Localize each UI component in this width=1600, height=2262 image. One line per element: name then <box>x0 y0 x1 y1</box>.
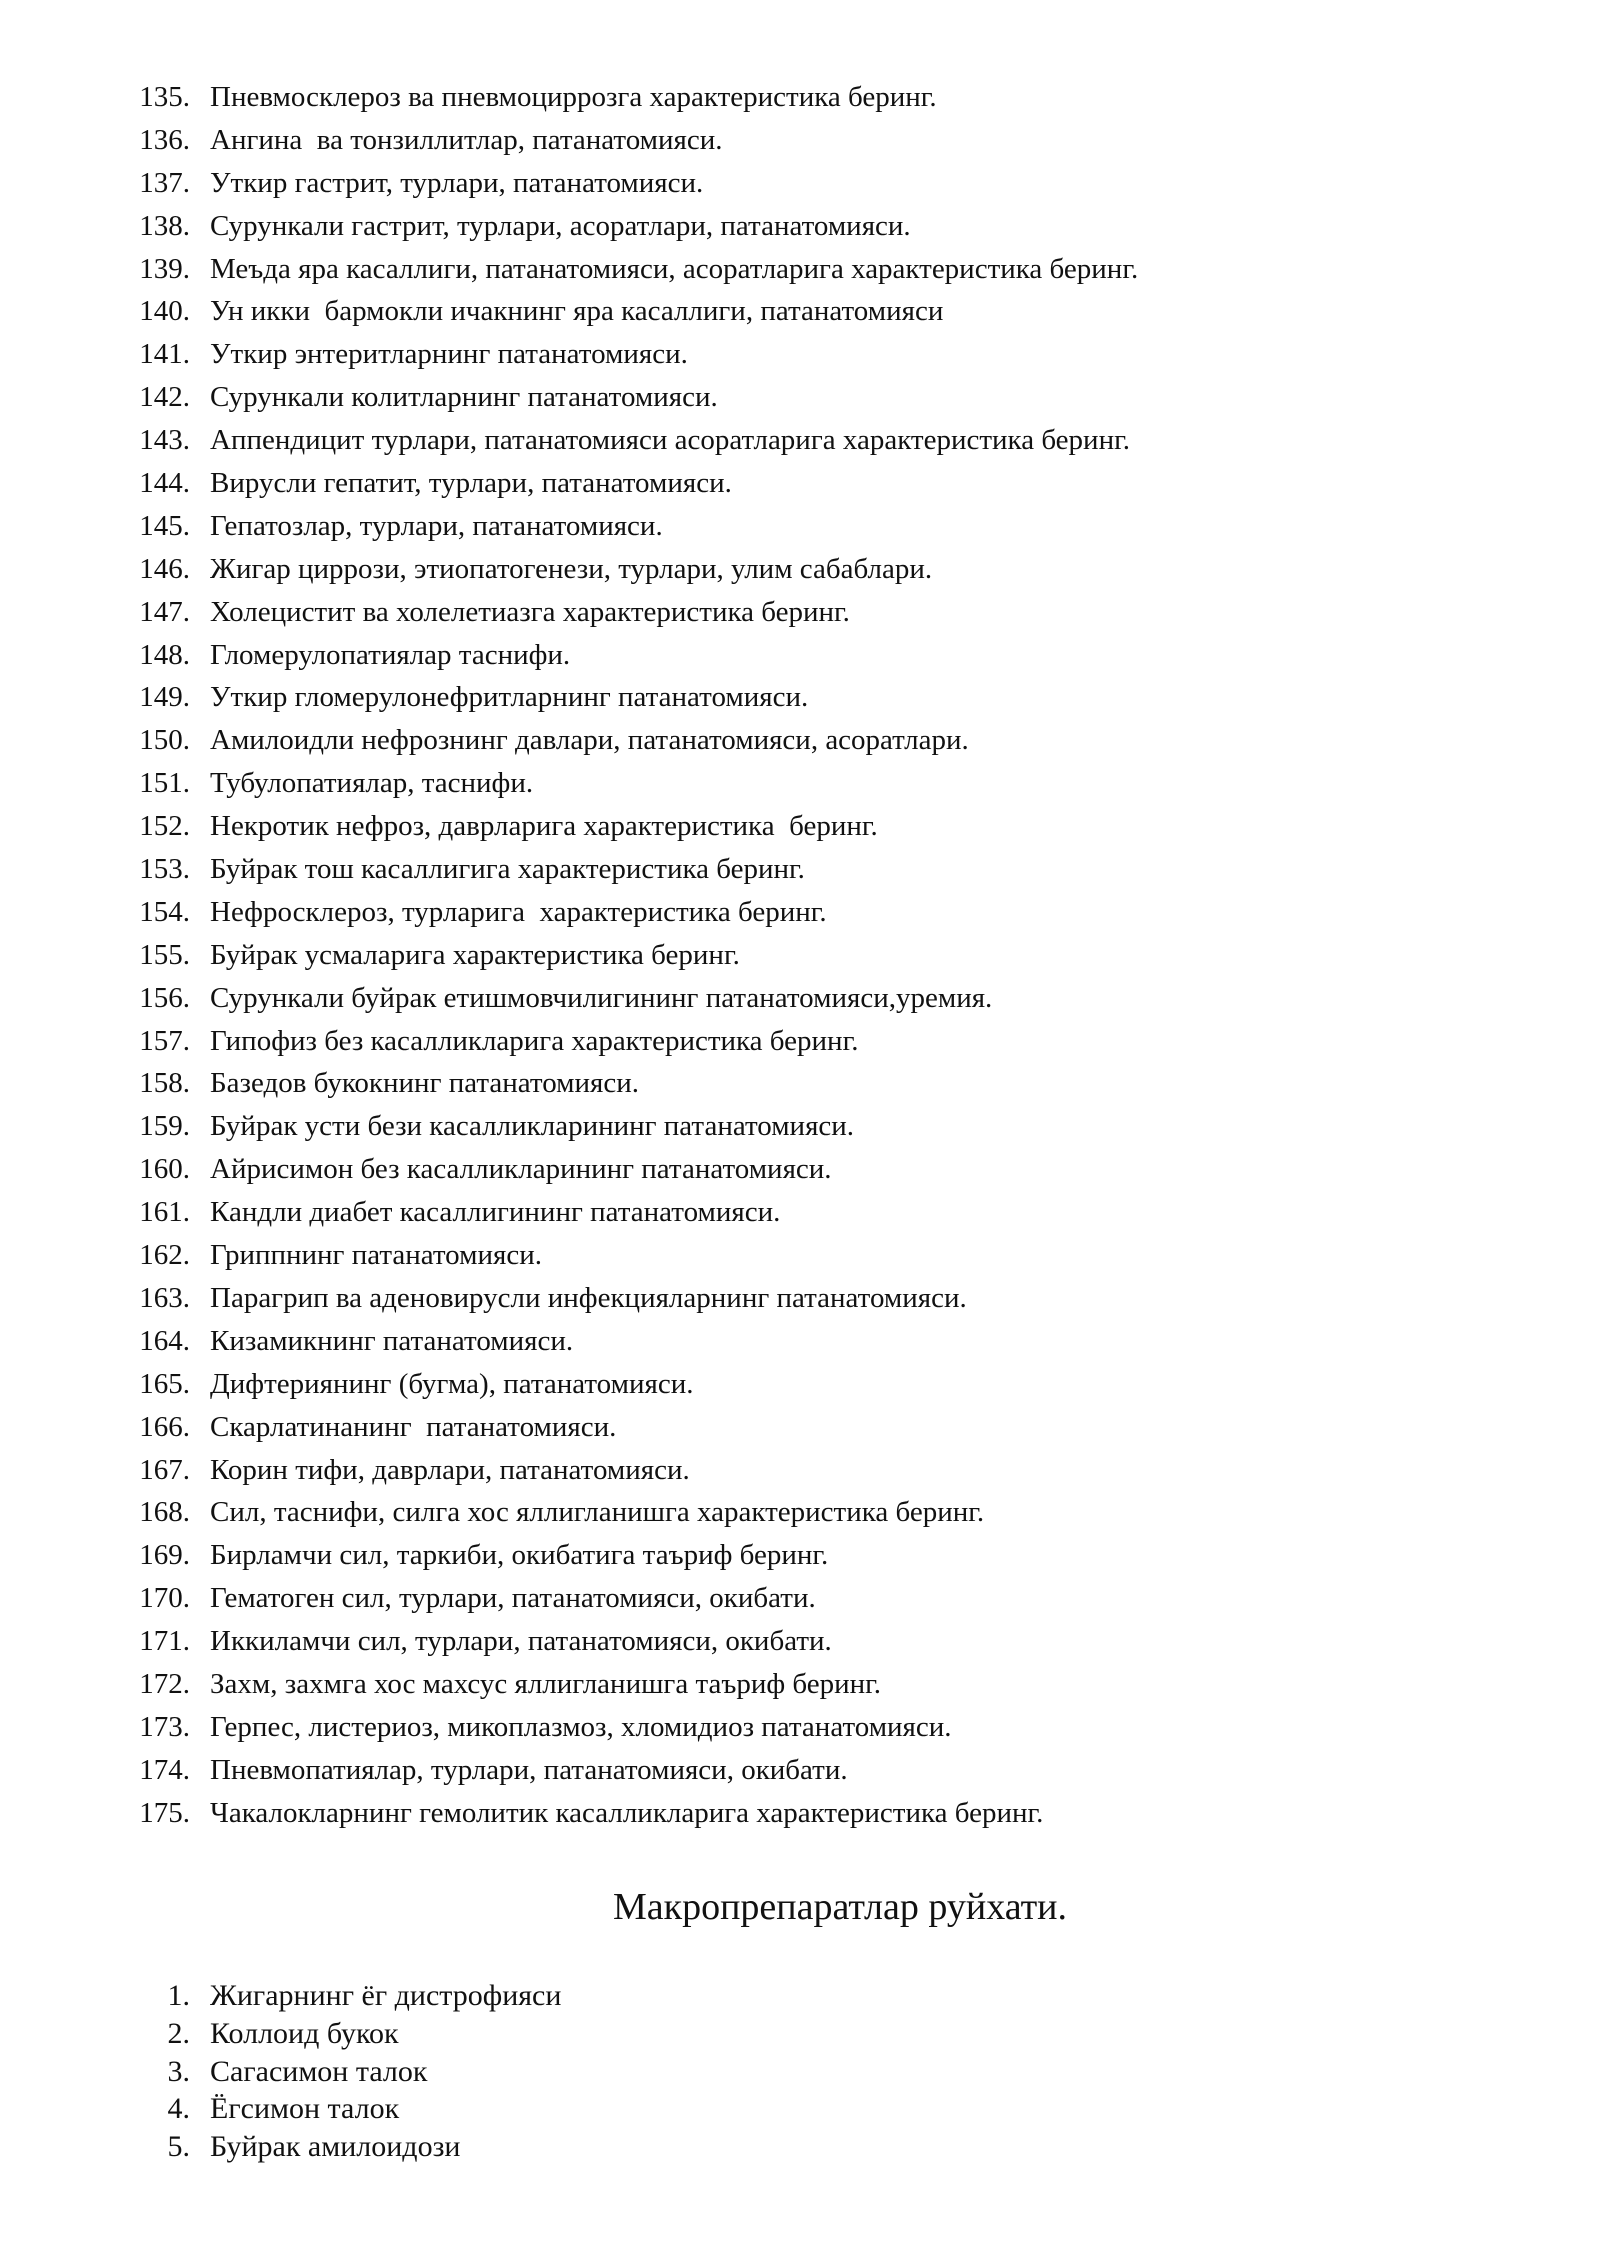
question-item <box>128 1706 1508 1749</box>
question-number: 164. <box>139 1324 190 1357</box>
question-number: 160. <box>139 1153 190 1186</box>
question-text: Гематоген сил, турлари, патанатомияси, окибати. <box>210 1582 816 1615</box>
question-number: 175. <box>139 1796 190 1829</box>
question-number: 144. <box>139 467 190 500</box>
macropreparation-item <box>128 2015 1328 2053</box>
question-number: 145. <box>139 509 190 542</box>
question-text: Кизамикнинг патанатомияси. <box>210 1324 574 1357</box>
question-item <box>128 548 1508 591</box>
question-text: Тубулопатиялар, таснифи. <box>210 767 534 800</box>
question-item <box>128 1792 1508 1835</box>
question-item <box>128 290 1508 333</box>
question-text: Буйрак усти бези касалликларининг патанатомияси. <box>210 1110 855 1143</box>
question-text: Скарлатинанинг патанатомияси. <box>210 1410 617 1443</box>
question-item <box>128 462 1508 505</box>
question-number: 170. <box>139 1582 190 1615</box>
question-item <box>128 1062 1508 1105</box>
question-item <box>128 505 1508 548</box>
macropreparation-number: 2. <box>167 2016 190 2050</box>
question-text: Захм, захмга хос махсус яллигланишга таъриф беринг. <box>210 1667 882 1700</box>
macropreparation-number: 3. <box>167 2054 190 2088</box>
question-number: 161. <box>139 1196 190 1229</box>
question-item <box>128 805 1508 848</box>
question-number: 143. <box>139 424 190 457</box>
question-text: Дифтериянинг (бугма), патанатомияси. <box>210 1367 694 1400</box>
question-text: Ун икки бармокли ичакнинг яра касаллиги, патанатомияси <box>210 295 944 328</box>
question-item <box>128 591 1508 634</box>
macropreparation-text: Ёгсимон талок <box>210 2092 400 2126</box>
question-text: Бирламчи сил, таркиби, окибатига таъриф беринг. <box>210 1539 829 1572</box>
question-number: 142. <box>139 381 190 414</box>
question-item <box>128 977 1508 1020</box>
question-number: 168. <box>139 1496 190 1529</box>
question-number: 174. <box>139 1753 190 1786</box>
question-number: 172. <box>139 1667 190 1700</box>
question-item <box>128 1577 1508 1620</box>
question-number: 135. <box>139 81 190 113</box>
question-text: Гломерулопатиялар таснифи. <box>210 638 571 671</box>
question-item <box>128 1620 1508 1663</box>
question-text: Холецистит ва холелетиазга характеристика беринг. <box>210 595 850 628</box>
question-item <box>128 634 1508 677</box>
question-number: 148. <box>139 638 190 671</box>
question-item <box>128 1406 1508 1449</box>
question-number: 173. <box>139 1710 190 1743</box>
macropreparation-item <box>128 2053 1328 2091</box>
question-text: Уткир гастрит, турлари, патанатомияси. <box>210 166 704 199</box>
question-item <box>128 76 1508 119</box>
question-item <box>128 376 1508 419</box>
question-number: 149. <box>139 681 190 714</box>
question-text: Иккиламчи сил, турлари, патанатомияси, окибати. <box>210 1625 832 1658</box>
question-text: Пневмопатиялар, турлари, патанатомияси, окибати. <box>210 1753 848 1786</box>
question-text: Гриппнинг патанатомияси. <box>210 1239 542 1272</box>
macropreparation-list <box>128 1977 1328 2166</box>
question-item <box>128 676 1508 719</box>
question-text: Сурункали буйрак етишмовчилигининг патанатомияси,уремия. <box>210 981 993 1014</box>
question-number: 165. <box>139 1367 190 1400</box>
macropreparation-number: 1. <box>167 1979 190 2012</box>
question-text: Базедов букокнинг патанатомияси. <box>210 1067 639 1100</box>
question-item <box>128 1663 1508 1706</box>
question-text: Ангина ва тонзиллитлар, патанатомияси. <box>210 123 723 156</box>
question-text: Сурункали колитларнинг патанатомияси. <box>210 381 718 414</box>
question-item <box>128 1491 1508 1534</box>
question-item <box>128 205 1508 248</box>
question-item <box>128 1148 1508 1191</box>
macropreparation-number: 5. <box>167 2130 190 2164</box>
question-number: 147. <box>139 595 190 628</box>
question-text: Гепатозлар, турлари, патанатомияси. <box>210 509 663 542</box>
macropreparation-text: Буйрак амилоидози <box>210 2130 461 2164</box>
question-number: 159. <box>139 1110 190 1143</box>
question-text: Некротик нефроз, даврларига характеристика беринг. <box>210 810 878 843</box>
question-item <box>128 1277 1508 1320</box>
question-text: Меъда яра касаллиги, патанатомияси, асоратларига характеристика беринг. <box>210 252 1139 285</box>
macropreparation-item <box>128 2090 1328 2128</box>
question-number: 166. <box>139 1410 190 1443</box>
question-item <box>128 1320 1508 1363</box>
question-number: 137. <box>139 166 190 199</box>
question-item <box>128 1363 1508 1406</box>
question-text: Гипофиз без касалликларига характеристика беринг. <box>210 1024 859 1057</box>
question-item <box>128 419 1508 462</box>
question-item <box>128 762 1508 805</box>
question-text: Аппендицит турлари, патанатомияси асоратларига характеристика беринг. <box>210 424 1130 457</box>
question-number: 140. <box>139 295 190 328</box>
question-number: 163. <box>139 1281 190 1314</box>
question-text: Герпес, листериоз, микоплазмоз, хломидиоз патанатомияси. <box>210 1710 952 1743</box>
question-number: 138. <box>139 209 190 242</box>
macropreparation-text: Сагасимон талок <box>210 2054 428 2088</box>
question-number: 150. <box>139 724 190 757</box>
question-text: Буйрак усмаларига характеристика беринг. <box>210 938 740 971</box>
question-item <box>128 1191 1508 1234</box>
macropreparation-text: Коллоид букок <box>210 2016 399 2050</box>
question-text: Жигар циррози, этиопатогенези, турлари, улим сабаблари. <box>210 552 933 585</box>
question-item <box>128 1749 1508 1792</box>
question-text: Сурункали гастрит, турлари, асоратлари, патанатомияси. <box>210 209 911 242</box>
question-text: Вирусли гепатит, турлари, патанатомияси. <box>210 467 732 500</box>
question-text: Айрисимон без касалликларининг патанатомияси. <box>210 1153 832 1186</box>
question-item <box>128 934 1508 977</box>
question-text: Пневмосклероз ва пневмоциррозга характеристика беринг. <box>210 81 937 113</box>
question-text: Чакалокларнинг гемолитик касалликларига характеристика беринг. <box>210 1796 1044 1829</box>
question-number: 151. <box>139 767 190 800</box>
question-text: Амилоидли нефрознинг давлари, патанатомияси, асоратлари. <box>210 724 969 757</box>
question-number: 171. <box>139 1625 190 1658</box>
question-number: 139. <box>139 252 190 285</box>
question-item <box>128 248 1508 291</box>
question-text: Нефросклероз, турларига характеристика беринг. <box>210 895 827 928</box>
question-number: 158. <box>139 1067 190 1100</box>
question-number: 141. <box>139 338 190 371</box>
question-number: 155. <box>139 938 190 971</box>
question-number: 153. <box>139 853 190 886</box>
question-list <box>128 76 1508 1835</box>
question-text: Кандли диабет касаллигининг патанатомияси. <box>210 1196 781 1229</box>
question-text: Буйрак тош касаллигига характеристика беринг. <box>210 853 805 886</box>
question-number: 157. <box>139 1024 190 1057</box>
question-number: 156. <box>139 981 190 1014</box>
macropreparation-item <box>128 2128 1328 2166</box>
question-item <box>128 1105 1508 1148</box>
question-item <box>128 1020 1508 1063</box>
question-item <box>128 1234 1508 1277</box>
question-item <box>128 848 1508 891</box>
macropreparation-number: 4. <box>167 2092 190 2126</box>
question-item <box>128 1534 1508 1577</box>
question-item <box>128 1449 1508 1492</box>
question-number: 167. <box>139 1453 190 1486</box>
question-item <box>128 119 1508 162</box>
question-text: Корин тифи, даврлари, патанатомияси. <box>210 1453 690 1486</box>
question-number: 154. <box>139 895 190 928</box>
question-number: 152. <box>139 810 190 843</box>
question-item <box>128 891 1508 934</box>
question-text: Парагрип ва аденовирусли инфекцияларнинг патанатомияси. <box>210 1281 967 1314</box>
question-item <box>128 333 1508 376</box>
question-text: Уткир гломерулонефритларнинг патанатомияси. <box>210 681 809 714</box>
question-text: Уткир энтеритларнинг патанатомияси. <box>210 338 688 371</box>
question-text: Сил, таснифи, силга хос яллигланишга характеристика беринг. <box>210 1496 985 1529</box>
section-heading: Макропрепаратлар руйхати. <box>612 1886 1068 1928</box>
question-number: 146. <box>139 552 190 585</box>
macropreparation-text: Жигарнинг ёг дистрофияси <box>210 1979 562 2012</box>
question-number: 162. <box>139 1239 190 1272</box>
question-number: 169. <box>139 1539 190 1572</box>
question-item <box>128 162 1508 205</box>
macropreparation-item <box>128 1977 1328 2015</box>
question-number: 136. <box>139 123 190 156</box>
question-item <box>128 719 1508 762</box>
